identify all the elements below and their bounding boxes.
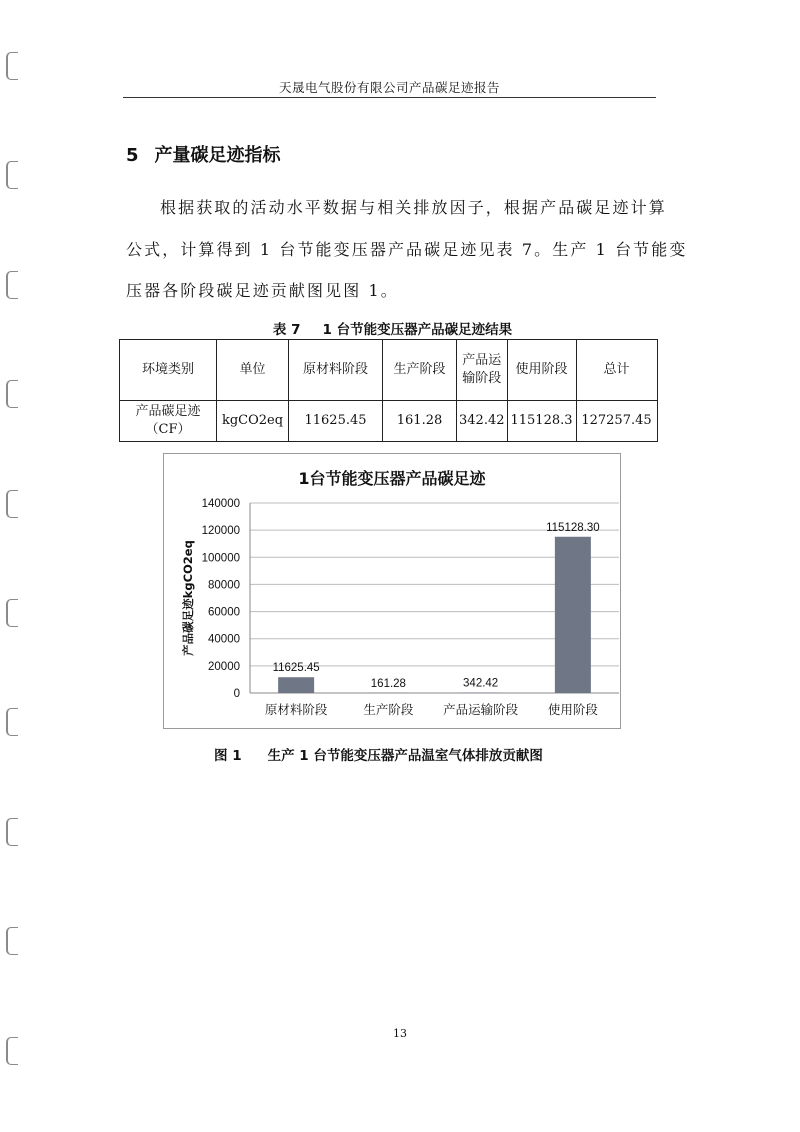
table-header-row <box>120 340 658 401</box>
table-header-cell: 环境类别 <box>120 340 217 401</box>
running-header: 天晟电气股份有限公司产品碳足迹报告 <box>278 80 500 95</box>
y-tick-label: 20000 <box>208 660 240 673</box>
bar <box>555 537 591 693</box>
table-header-cell: 原材料阶段 <box>289 340 383 401</box>
header-rule <box>123 97 656 98</box>
section-heading <box>126 141 281 167</box>
table-header-cell: 生产阶段 <box>383 340 457 401</box>
y-tick-label: 0 <box>233 688 240 700</box>
section-title: 产量碳足迹指标 <box>154 145 281 166</box>
y-tick-label: 80000 <box>208 579 240 592</box>
bar <box>278 677 314 693</box>
y-tick-label: 40000 <box>208 633 240 646</box>
carbon-footprint-table <box>119 339 658 442</box>
data-label: 115128.30 <box>546 521 600 534</box>
y-tick-label: 140000 <box>201 498 240 510</box>
y-tick-label: 120000 <box>201 525 240 538</box>
table-cell-value: 11625.45 <box>289 401 383 442</box>
table-header-cell: 单位 <box>217 340 289 401</box>
figure-caption <box>214 744 543 764</box>
page-number: 13 <box>393 1027 407 1040</box>
table-caption <box>120 318 665 338</box>
y-axis-title: 产品碳足迹kgCO2eq <box>181 540 195 656</box>
table-cell-value: 127257.45 <box>576 401 657 442</box>
x-tick-label: 原材料阶段 <box>264 702 328 717</box>
binder-ring-mark <box>6 52 18 80</box>
binder-ring-mark <box>6 927 18 955</box>
paragraph-line: 压器各阶段碳足迹贡献图见图 1。 <box>126 281 399 300</box>
binder-ring-mark <box>6 271 18 299</box>
paragraph-line: 根据获取的活动水平数据与相关排放因子，根据产品碳足迹计算 <box>160 198 667 217</box>
table-cell-value: 115128.3 <box>507 401 576 442</box>
table-number: 表 7 <box>272 322 301 338</box>
table-cell-value: 161.28 <box>383 401 457 442</box>
y-tick-label: 60000 <box>208 606 240 619</box>
bar-chart <box>163 453 621 729</box>
section-number: 5 <box>126 145 139 166</box>
figure-number: 图 1 <box>214 748 242 764</box>
figure-title: 生产 1 台节能变压器产品温室气体排放贡献图 <box>267 748 543 764</box>
x-tick-label: 使用阶段 <box>547 702 598 717</box>
binder-ring-mark <box>6 380 18 408</box>
binder-ring-mark <box>6 490 18 518</box>
table-header-cell: 产品运输阶段 <box>457 340 508 401</box>
table-cell-unit: kgCO2eq <box>217 401 289 442</box>
data-label: 342.42 <box>463 677 499 690</box>
y-tick-label: 100000 <box>201 552 240 565</box>
data-label: 11625.45 <box>272 662 320 675</box>
binder-ring-mark <box>6 818 18 846</box>
binder-ring-mark <box>6 599 18 627</box>
table-header-cell: 使用阶段 <box>507 340 576 401</box>
data-label: 161.28 <box>370 677 406 690</box>
binder-ring-mark <box>6 708 18 736</box>
table-cell-value: 342.42 <box>457 401 508 442</box>
table-row <box>120 401 658 442</box>
chart-title: 1台节能变压器产品碳足迹 <box>298 469 486 488</box>
paragraph-line: 公式，计算得到 1 台节能变压器产品碳足迹见表 7。生产 1 台节能变 <box>126 240 688 259</box>
x-tick-label: 产品运输阶段 <box>443 702 519 717</box>
binder-ring-mark <box>6 1037 18 1065</box>
table-cell-category: 产品碳足迹（CF） <box>120 401 217 442</box>
table-header-cell: 总计 <box>576 340 657 401</box>
x-tick-label: 生产阶段 <box>363 702 414 717</box>
table-title: 1 台节能变压器产品碳足迹结果 <box>322 322 513 338</box>
binder-ring-mark <box>6 161 18 189</box>
bar-chart-svg <box>164 454 620 728</box>
